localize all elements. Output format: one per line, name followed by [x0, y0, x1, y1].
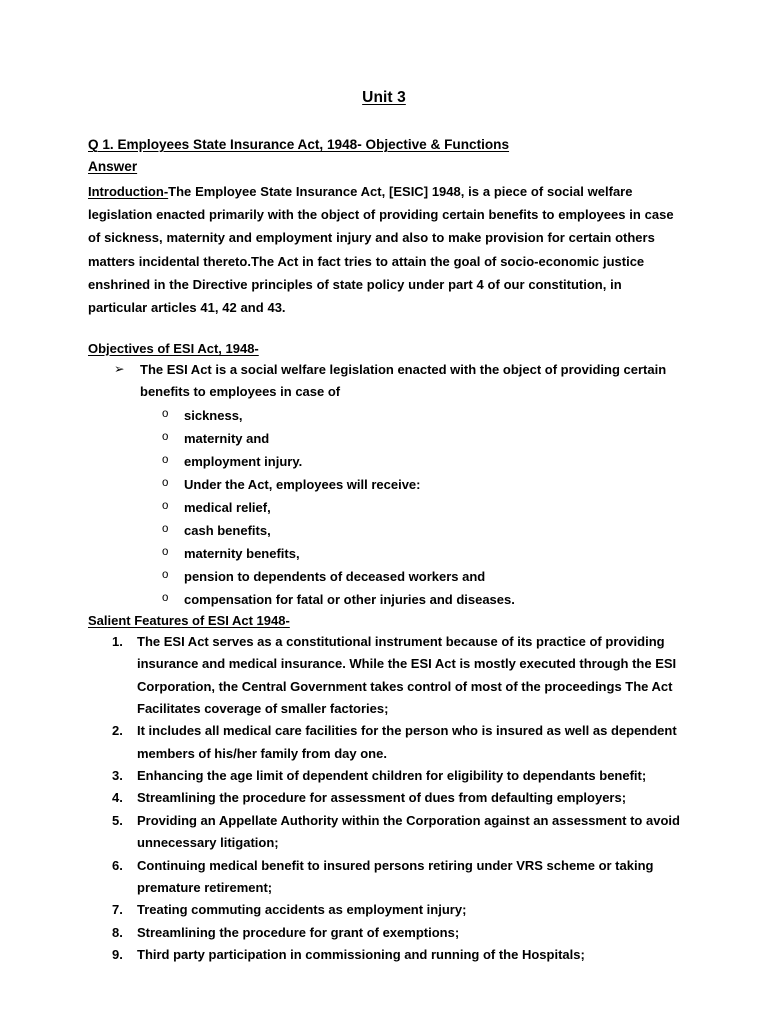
- salient-features-heading-text: Salient Features of ESI Act 1948-: [88, 612, 290, 628]
- introduction-lead-in: Introduction-: [88, 184, 169, 200]
- table-row: [88, 720, 680, 765]
- list-item-label: It includes all medical care facilities for the person who is insured as well as dependent members of his/her family from day one.: [137, 723, 677, 761]
- list-item-label: maternity benefits,: [184, 545, 300, 561]
- circle-bullet-icon: o: [162, 545, 169, 558]
- list-item-number: 3.: [112, 768, 123, 784]
- list-item: [88, 359, 680, 404]
- table-row: [88, 810, 680, 855]
- list-item-label: The ESI Act serves as a constitutional instrument because of its practice of providing insurance and medical insurance. While the ESI Act is mostly executed through the ESI Corporation, the Central Government takes control of most of the proceedings The Act Facilitates coverage of smaller factories;: [137, 633, 677, 716]
- list-item-label: maternity and: [184, 430, 270, 446]
- table-row: [88, 855, 680, 900]
- objectives-heading: [88, 339, 680, 359]
- circle-bullet-icon: o: [162, 453, 169, 466]
- circle-bullet-icon: o: [162, 591, 169, 604]
- list-item: [88, 542, 680, 565]
- spacer-after-introduction: [88, 319, 680, 339]
- list-item-label: compensation for fatal or other injuries and diseases.: [184, 591, 515, 607]
- list-item: [88, 404, 680, 427]
- list-item-label: Under the Act, employees will receive:: [184, 476, 421, 492]
- list-item-label: Third party participation in commissioning and running of the Hospitals;: [137, 946, 585, 962]
- table-row: [88, 944, 680, 966]
- question-heading-text: Q 1. Employees State Insurance Act, 1948- Objective & Functions: [88, 137, 510, 153]
- objectives-heading-text: Objectives of ESI Act, 1948-: [88, 340, 259, 356]
- list-item: [88, 473, 680, 496]
- list-item-number: 5.: [112, 812, 123, 828]
- salient-features-heading: [88, 611, 680, 631]
- list-item-number: 4.: [112, 790, 123, 806]
- list-item: [88, 519, 680, 542]
- list-item-label: employment injury.: [184, 453, 303, 469]
- circle-bullet-icon: o: [162, 499, 169, 512]
- list-item-label: Treating commuting accidents as employment injury;: [137, 902, 467, 918]
- circle-bullet-icon: o: [162, 522, 169, 535]
- list-item-label: sickness,: [184, 407, 243, 423]
- list-item-label: Streamlining the procedure for assessment of dues from defaulting employers;: [137, 790, 627, 806]
- list-item-label: Providing an Appellate Authority within the Corporation against an assessment to avoid unnecessary litigation;: [137, 812, 680, 851]
- list-item-label: medical relief,: [184, 499, 271, 515]
- list-item: [88, 496, 680, 519]
- list-item-label: The ESI Act is a social welfare legislation enacted with the object of providing certain benefits to employees in case of: [140, 362, 667, 400]
- circle-bullet-icon: o: [162, 407, 169, 420]
- list-item-label: cash benefits,: [184, 522, 271, 538]
- list-item-number: 9.: [112, 946, 123, 962]
- introduction-paragraph: [88, 180, 680, 319]
- table-row: [88, 922, 680, 944]
- list-item-label: Continuing medical benefit to insured persons retiring under VRS scheme or taking premature retirement;: [137, 857, 654, 895]
- question-heading: [88, 134, 680, 156]
- arrow-bullet-icon: ➢: [114, 362, 125, 377]
- list-item: [88, 427, 680, 450]
- circle-bullet-icon: o: [162, 430, 169, 443]
- list-item: [88, 588, 680, 611]
- list-item-number: 2.: [112, 723, 123, 739]
- table-row: [88, 787, 680, 809]
- objectives-arrow-list: [88, 359, 680, 404]
- list-item-label: Streamlining the procedure for grant of exemptions;: [137, 924, 460, 940]
- page-title: [88, 88, 680, 108]
- circle-bullet-icon: o: [162, 568, 169, 581]
- answer-label: [88, 156, 680, 178]
- introduction-body: The Employee State Insurance Act, [ESIC] 1948, is a piece of social welfare legislation enacted primarily with the object of providing certain benefits to employees in case of sickness, maternity and employment injury and also to make provision for certain others matters incidental thereto.The Act in fact tries to attain the goal of socio-economic justice enshrined in the Directive principles of state policy under part 4 of our constitution, in particular articles 41, 42 and 43.: [88, 184, 674, 315]
- list-item-label: Enhancing the age limit of dependent children for eligibility to dependants benefit;: [137, 768, 647, 784]
- objectives-sub-list: [88, 404, 680, 611]
- list-item: [88, 450, 680, 473]
- circle-bullet-icon: o: [162, 476, 169, 489]
- table-row: [88, 765, 680, 787]
- list-item-number: 6.: [112, 857, 123, 873]
- list-item-number: 7.: [112, 902, 123, 918]
- list-item-label: pension to dependents of deceased workers and: [184, 568, 486, 584]
- table-row: [88, 631, 680, 720]
- table-row: [88, 899, 680, 921]
- list-item: [88, 565, 680, 588]
- answer-label-text: Answer: [88, 159, 138, 175]
- list-item-number: 8.: [112, 924, 123, 940]
- list-item-number: 1.: [112, 633, 123, 649]
- salient-features-list: [88, 631, 680, 966]
- page-title-text: Unit 3: [362, 89, 406, 106]
